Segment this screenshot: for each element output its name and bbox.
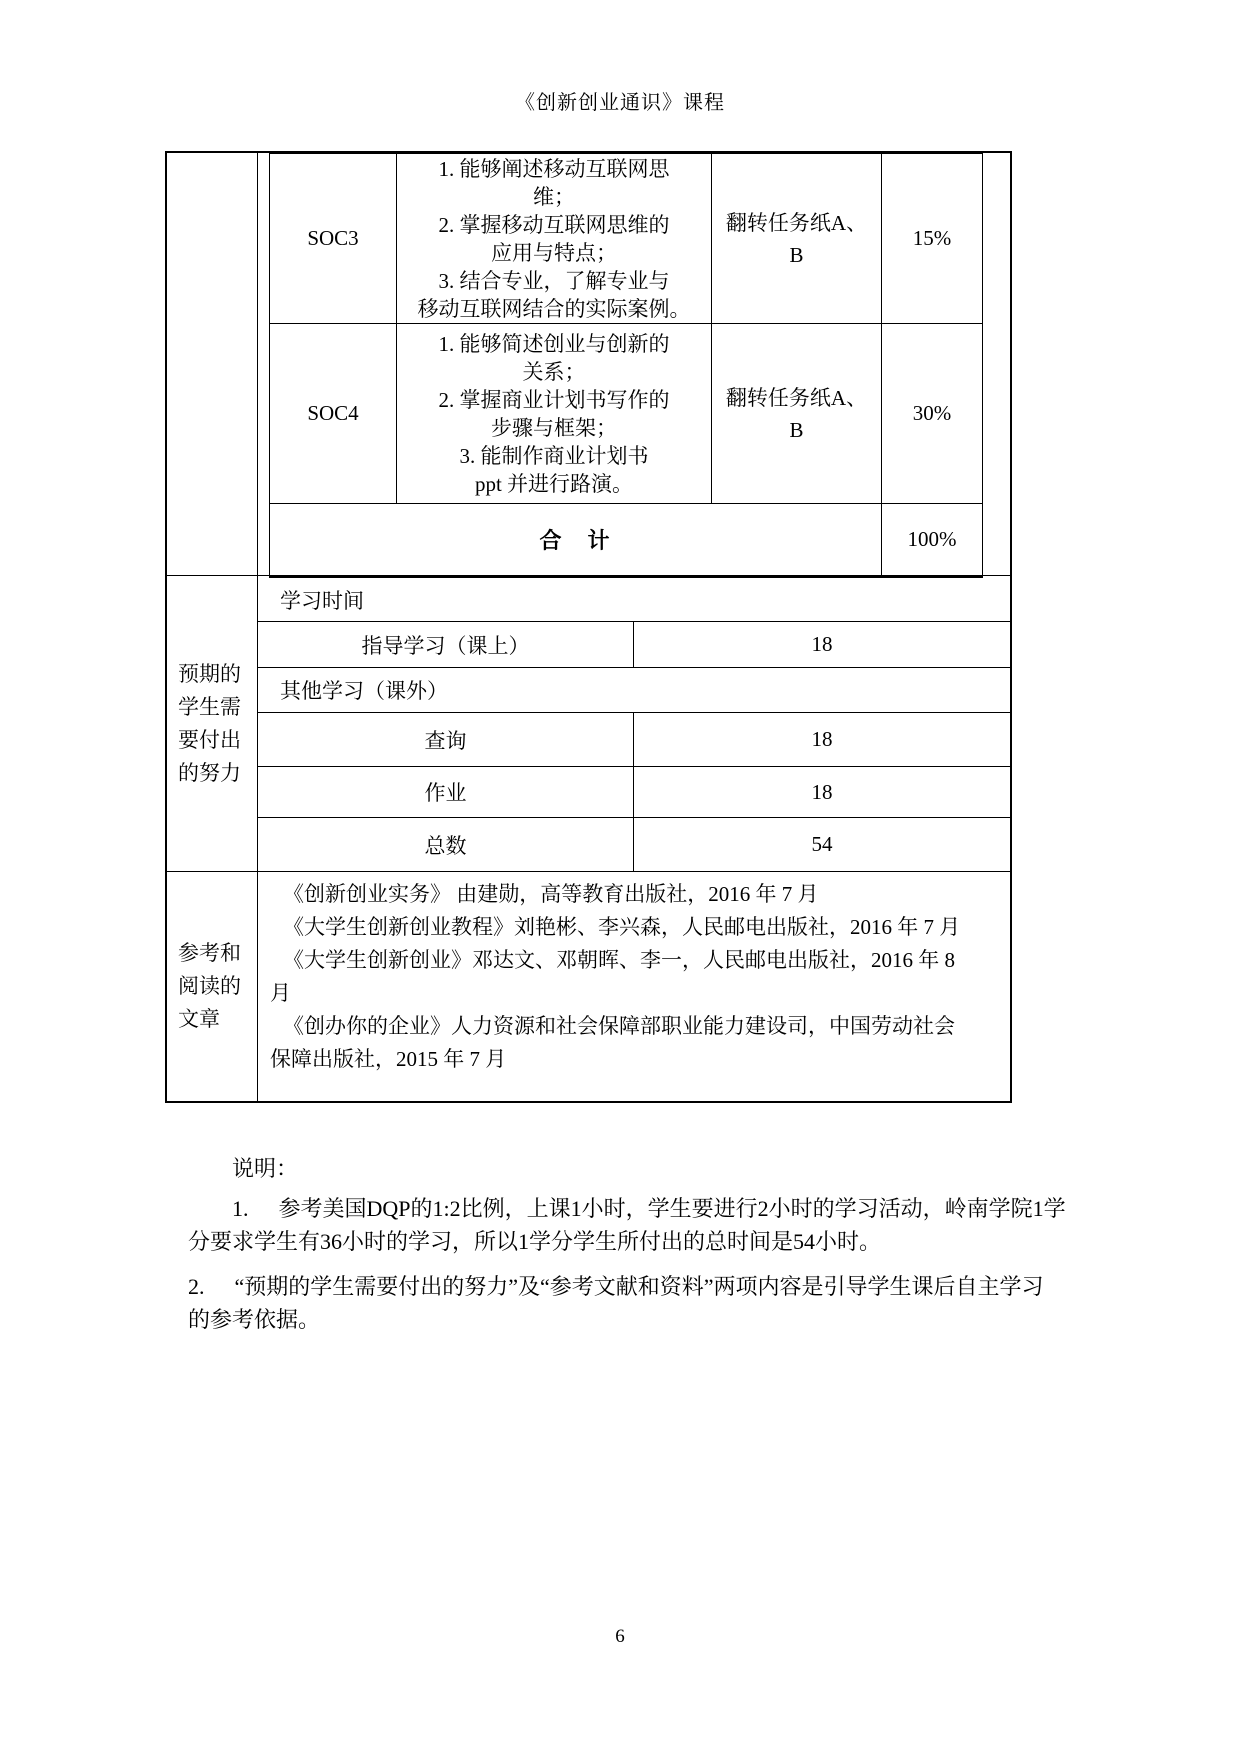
method-line: B	[789, 417, 804, 442]
side-label-line: 要付出	[178, 727, 241, 752]
table-row	[258, 578, 1010, 622]
row-value: 18	[633, 713, 1010, 766]
table-row	[258, 668, 1010, 713]
table-row	[258, 713, 1010, 767]
weight-value: 30%	[912, 401, 952, 425]
method-line: B	[789, 242, 804, 267]
row-label: 作业	[424, 781, 467, 805]
soc3-objectives-cell	[397, 154, 712, 324]
row-label: 学习时间	[280, 588, 364, 613]
objective-line: 3. 能制作商业计划书	[459, 443, 649, 468]
soc4-objectives-cell	[397, 324, 712, 504]
objective-line: 关系；	[522, 359, 586, 384]
notes-section	[188, 1152, 1072, 1336]
note-number: 1.	[232, 1196, 249, 1221]
row-label: 其他学习（课外）	[280, 679, 448, 703]
reference-item: 《创办你的企业》人力资源和社会保障部职业能力建设司，中国劳动社会保障出版社，2015 年 7 月	[270, 1014, 955, 1071]
soc-code: SOC4	[307, 401, 359, 425]
side-label-line: 文章	[178, 1007, 220, 1031]
reference-item: 《大学生创新创业教程》刘艳彬、李兴森，人民邮电出版社，2016 年 7 月	[283, 915, 961, 939]
objective-line: 3. 结合专业，了解专业与	[438, 268, 670, 293]
total-label-cell: 合 计	[270, 504, 882, 575]
page-number: 6	[615, 1626, 625, 1647]
table-row	[258, 818, 1010, 871]
side-label-line: 预期的	[178, 661, 241, 686]
soc4-weight-cell	[882, 324, 982, 504]
row-value: 54	[633, 818, 1010, 871]
references-cell	[258, 872, 1010, 1101]
objective-line: 1. 能够简述创业与创新的	[438, 331, 670, 356]
weight-value: 15%	[912, 226, 952, 250]
soc3-weight-cell	[882, 154, 982, 324]
notes-heading: 说明：	[232, 1156, 299, 1181]
row-label: 指导学习（课上）	[361, 633, 530, 658]
total-weight-value: 100%	[907, 527, 957, 551]
row-label: 总数	[424, 833, 467, 858]
soc4-code-cell	[270, 324, 397, 504]
row-value: 18	[633, 767, 1010, 817]
side-label-line: 阅读的	[178, 974, 241, 998]
total-weight-cell	[882, 504, 982, 575]
objective-line: 维；	[533, 184, 575, 209]
soc-code: SOC3	[307, 226, 359, 250]
objective-line: 步骤与框架；	[491, 415, 617, 440]
method-line: 翻转任务纸A、	[725, 210, 868, 235]
table-row	[258, 622, 1010, 668]
course-table	[165, 151, 1012, 1103]
method-line: 翻转任务纸A、	[725, 385, 868, 410]
row-value: 18	[633, 622, 1010, 667]
row-label: 查询	[424, 728, 467, 753]
note-text: “预期的学生需要付出的努力”及“参考文献和资料”两项内容是引导学生课后自主学习的参考依据。	[188, 1274, 1044, 1332]
soc4-method-cell	[712, 324, 882, 504]
reference-item: 《创新创业实务》 由建勋，高等教育出版社，2016 年 7 月	[283, 882, 819, 906]
note-number: 2.	[188, 1274, 205, 1299]
objective-line: 2. 掌握商业计划书写作的	[438, 387, 670, 412]
reference-item: 《大学生创新创业》邓达文、邓朝晖、李一，人民邮电出版社，2016 年 8 月	[270, 948, 955, 1005]
side-label-line: 学生需	[178, 694, 241, 719]
objective-line: 1. 能够阐述移动互联网思	[438, 156, 670, 181]
page-title: 《创新创业通识》课程	[515, 92, 725, 114]
assessment-table	[269, 151, 983, 578]
side-label-line: 参考和	[178, 941, 241, 965]
soc3-code-cell	[270, 154, 397, 324]
objective-line: 2. 掌握移动互联网思维的	[438, 212, 670, 237]
effort-side-label	[167, 576, 257, 871]
objective-line: ppt 并进行路演。	[474, 471, 634, 496]
note-item	[188, 1270, 1046, 1336]
study-time-table	[258, 578, 1010, 871]
note-text: 参考美国DQP的1:2比例，上课1小时，学生要进行2小时的学习活动，岭南学院1学分要求学生有36小时的学习，所以1学分学生所付出的总时间是54小时。	[188, 1196, 1066, 1254]
side-label-line: 的努力	[178, 760, 241, 785]
objective-line: 移动互联网结合的实际案例。	[417, 296, 691, 321]
references-side-label	[167, 872, 257, 1101]
note-item	[188, 1192, 1072, 1258]
objective-line: 应用与特点；	[491, 240, 617, 265]
table-row	[258, 767, 1010, 818]
soc3-method-cell	[712, 154, 882, 324]
